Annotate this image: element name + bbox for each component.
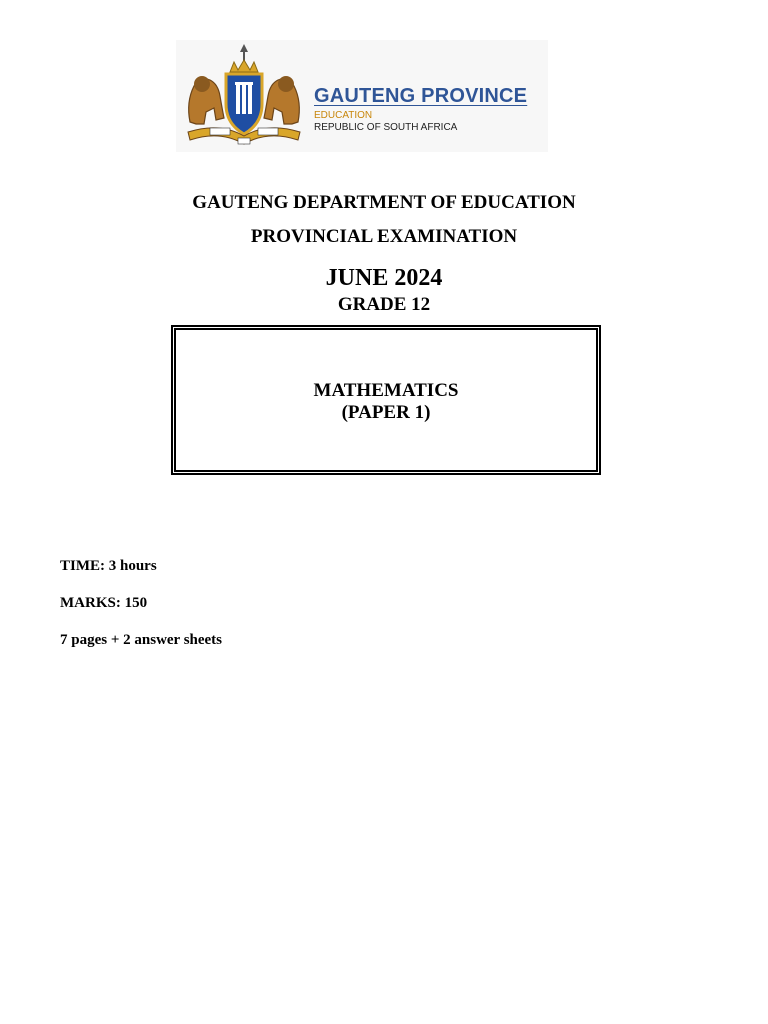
department-heading: GAUTENG DEPARTMENT OF EDUCATION: [192, 192, 576, 213]
exam-date: JUNE 2024: [325, 265, 443, 291]
subject-box: [171, 325, 601, 475]
logo-title: GAUTENG PROVINCE: [314, 85, 528, 107]
coat-of-arms-icon: [180, 42, 308, 148]
subject-name: MATHEMATICS: [313, 380, 459, 401]
exam-pages: 7 pages + 2 answer sheets: [60, 632, 223, 648]
examination-heading: PROVINCIAL EXAMINATION: [250, 226, 518, 247]
logo-text: [314, 84, 527, 134]
logo-subtitle: EDUCATION: [314, 110, 373, 121]
logo-country: REPUBLIC OF SOUTH AFRICA: [314, 122, 458, 133]
subject-paper: (PAPER 1): [341, 402, 431, 423]
subject-title: [176, 380, 596, 424]
grade-label: GRADE 12: [337, 294, 431, 315]
gauteng-logo: [176, 40, 548, 152]
exam-marks: MARKS: 150: [60, 595, 148, 611]
exam-time: TIME: 3 hours: [60, 558, 157, 574]
